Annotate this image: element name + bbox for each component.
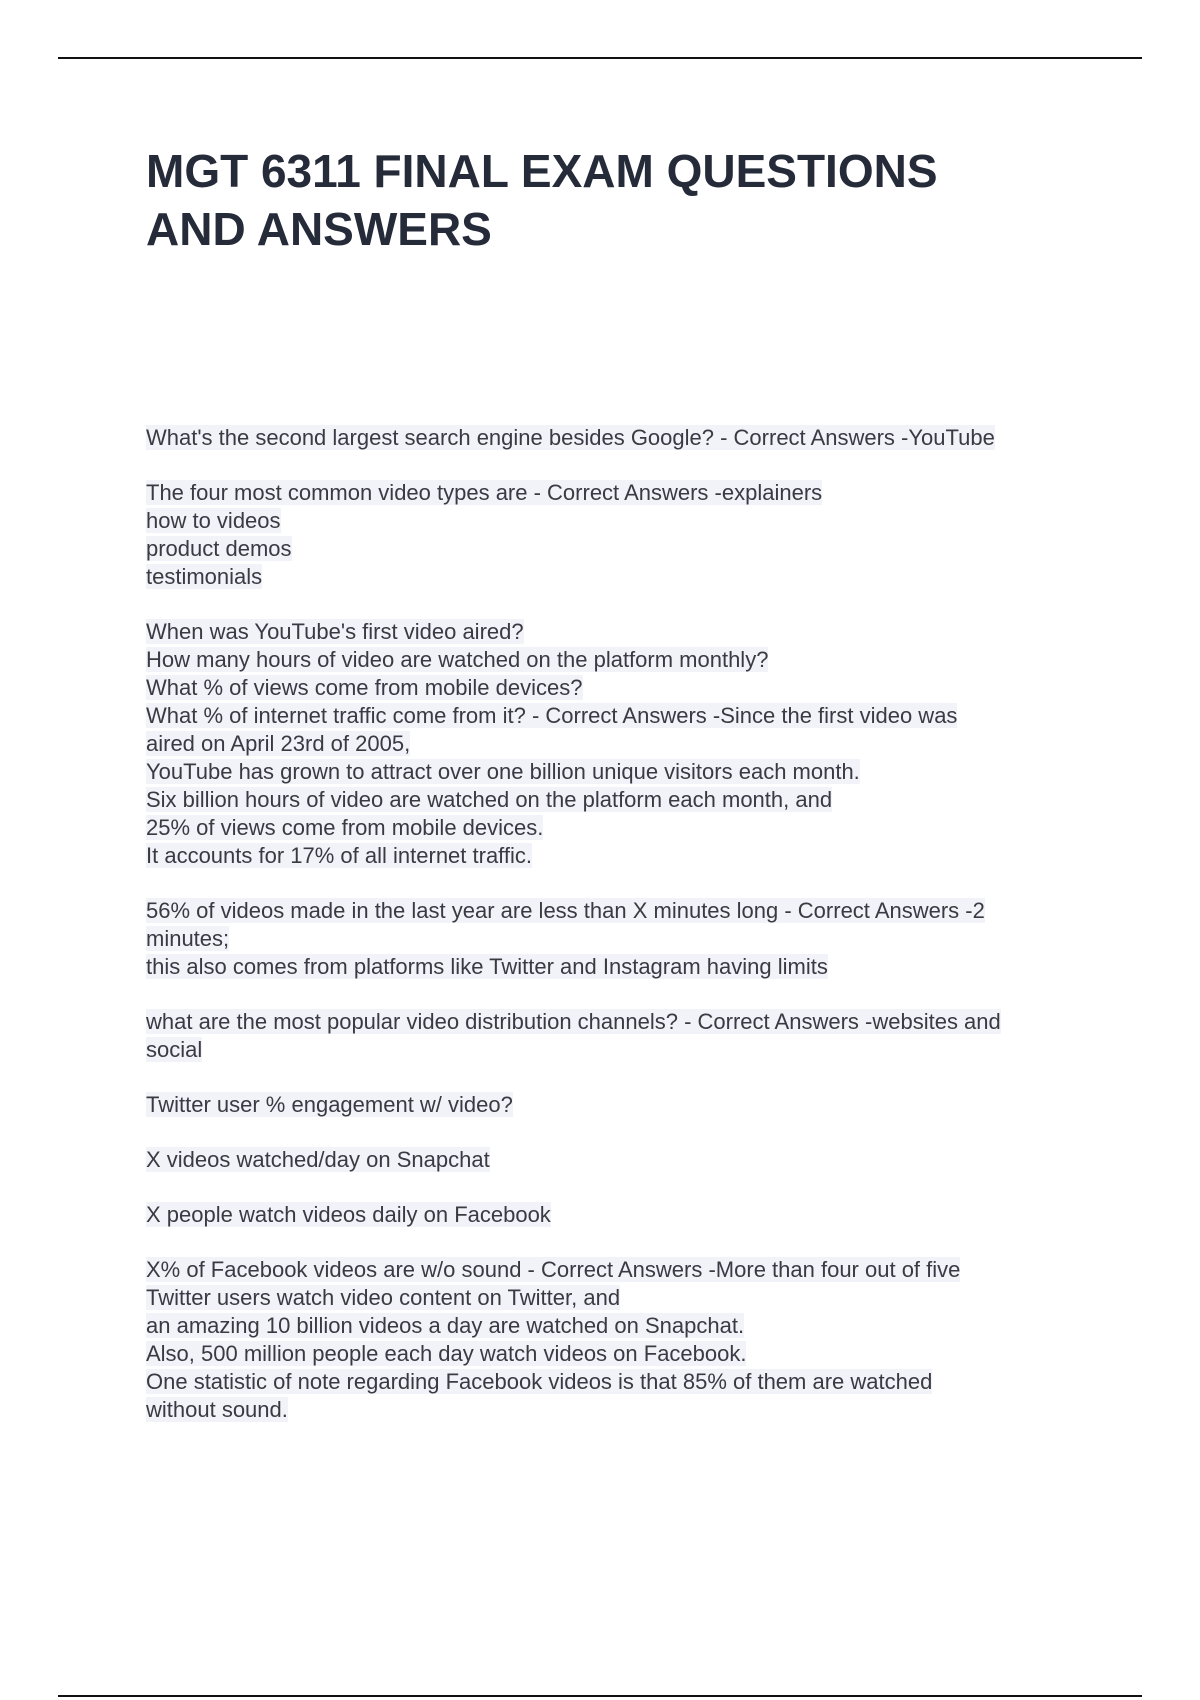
qa-line-text: testimonials	[146, 564, 263, 589]
qa-line-text: What's the second largest search engine besides Google? - Correct Answers -YouTube	[146, 425, 995, 450]
qa-line-text: What % of views come from mobile devices?	[146, 675, 583, 700]
qa-line	[146, 1312, 1106, 1340]
qa-line-text: 25% of views come from mobile devices.	[146, 815, 544, 840]
qa-line	[146, 786, 1106, 814]
qa-line	[146, 507, 1106, 535]
document-title	[146, 142, 1106, 258]
qa-line-text: Twitter user % engagement w/ video?	[146, 1092, 513, 1117]
qa-line-text: aired on April 23rd of 2005,	[146, 731, 411, 756]
qa-line-text: What % of internet traffic come from it? - Correct Answers -Since the first video was	[146, 703, 958, 728]
qa-line-text: X videos watched/day on Snapchat	[146, 1147, 490, 1172]
title-line-2: AND ANSWERS	[146, 203, 492, 255]
qa-line	[146, 1396, 1106, 1424]
qa-line	[146, 1091, 1106, 1119]
qa-line	[146, 1036, 1106, 1064]
qa-line	[146, 897, 1106, 925]
qa-list	[146, 424, 1106, 1451]
qa-line	[146, 953, 1106, 981]
qa-line-text: 56% of videos made in the last year are less than X minutes long - Correct Answers -2	[146, 898, 985, 923]
qa-line-text: The four most common video types are - Correct Answers -explainers	[146, 480, 823, 505]
qa-line-text: When was YouTube's first video aired?	[146, 619, 524, 644]
qa-line	[146, 1008, 1106, 1036]
qa-line-text: how to videos	[146, 508, 281, 533]
qa-line-text: an amazing 10 billion videos a day are watched on Snapchat.	[146, 1313, 745, 1338]
title-line-1: MGT 6311 FINAL EXAM QUESTIONS	[146, 145, 938, 197]
qa-line-text: One statistic of note regarding Facebook videos is that 85% of them are watched	[146, 1369, 933, 1394]
qa-line-text: Twitter users watch video content on Twitter, and	[146, 1285, 621, 1310]
qa-line-text: How many hours of video are watched on the platform monthly?	[146, 647, 769, 672]
qa-item	[146, 1201, 1106, 1229]
qa-line-text: this also comes from platforms like Twitter and Instagram having limits	[146, 954, 828, 979]
qa-line	[146, 814, 1106, 842]
bottom-divider	[58, 1695, 1142, 1697]
qa-line	[146, 925, 1106, 953]
qa-line-text: X% of Facebook videos are w/o sound - Correct Answers -More than four out of five	[146, 1257, 961, 1282]
qa-line	[146, 1340, 1106, 1368]
qa-item	[146, 424, 1106, 452]
qa-line-text: what are the most popular video distribution channels? - Correct Answers -websites and	[146, 1009, 1001, 1034]
qa-line	[146, 563, 1106, 591]
qa-line-text: It accounts for 17% of all internet traffic.	[146, 843, 533, 868]
qa-line	[146, 618, 1106, 646]
qa-item	[146, 479, 1106, 591]
qa-line	[146, 730, 1106, 758]
qa-line-text: product demos	[146, 536, 292, 561]
qa-line	[146, 646, 1106, 674]
qa-line	[146, 1284, 1106, 1312]
qa-line-text: without sound.	[146, 1397, 288, 1422]
qa-line	[146, 1368, 1106, 1396]
qa-item	[146, 1146, 1106, 1174]
qa-line	[146, 674, 1106, 702]
qa-line	[146, 1201, 1106, 1229]
qa-line	[146, 424, 1106, 452]
top-divider	[58, 57, 1142, 59]
qa-item	[146, 897, 1106, 981]
qa-line	[146, 758, 1106, 786]
qa-line-text: minutes;	[146, 926, 230, 951]
qa-item	[146, 1091, 1106, 1119]
qa-line-text: social	[146, 1037, 203, 1062]
qa-item	[146, 1256, 1106, 1424]
qa-line-text: Six billion hours of video are watched on the platform each month, and	[146, 787, 833, 812]
qa-line	[146, 1146, 1106, 1174]
qa-line	[146, 1256, 1106, 1284]
qa-line	[146, 702, 1106, 730]
qa-line	[146, 842, 1106, 870]
qa-line	[146, 479, 1106, 507]
qa-line-text: YouTube has grown to attract over one billion unique visitors each month.	[146, 759, 860, 784]
qa-line-text: Also, 500 million people each day watch videos on Facebook.	[146, 1341, 747, 1366]
qa-line	[146, 535, 1106, 563]
qa-item	[146, 618, 1106, 870]
qa-item	[146, 1008, 1106, 1064]
qa-line-text: X people watch videos daily on Facebook	[146, 1202, 551, 1227]
